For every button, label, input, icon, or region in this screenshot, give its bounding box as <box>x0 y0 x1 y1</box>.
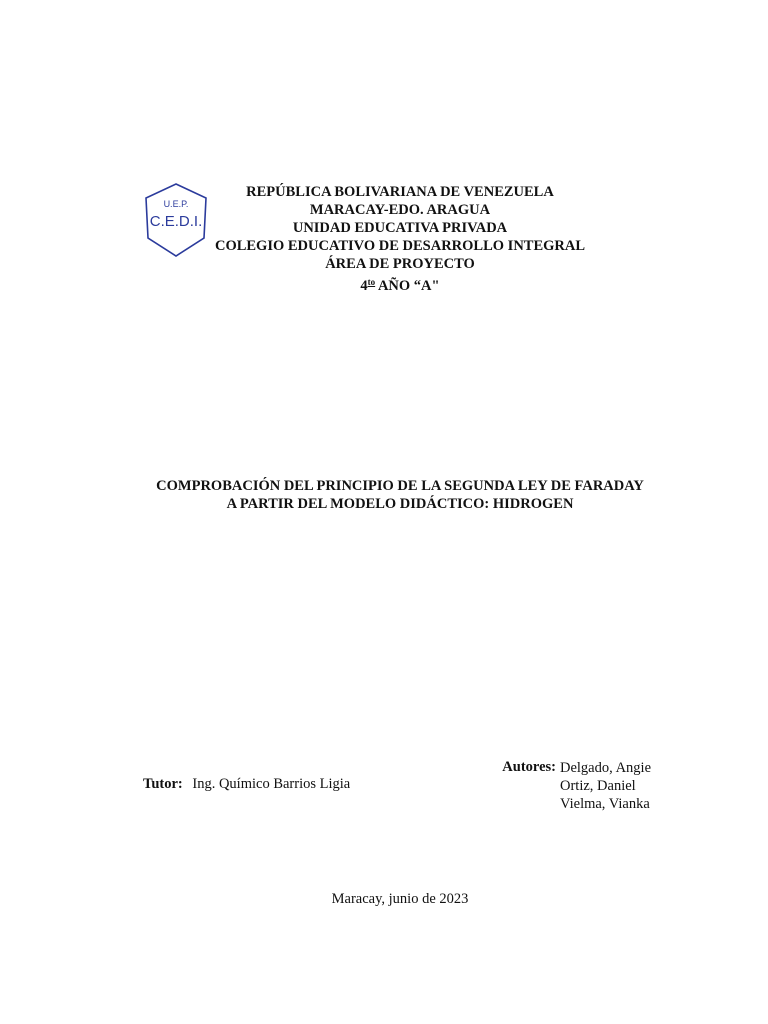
authors-label: Autores: <box>502 759 556 775</box>
grade-number: 4 <box>360 278 368 294</box>
logo-text-uep: U.E.P. <box>163 199 189 209</box>
header-line: COLEGIO EDUCATIVO DE DESARROLLO INTEGRAL <box>214 238 586 254</box>
tutor-label: Tutor: <box>143 776 183 792</box>
tutor-name: Ing. Químico Barrios Ligia <box>192 776 351 792</box>
tutor-line <box>143 776 350 793</box>
title-line-1: COMPROBACIÓN DEL PRINCIPIO DE LA SEGUNDA LEY DE FARADAY <box>156 478 644 494</box>
author-name: Vielma, Vianka <box>560 796 650 812</box>
header-line: REPÚBLICA BOLIVARIANA DE VENEZUELA <box>246 184 554 200</box>
document-title <box>130 477 670 513</box>
author-name: Delgado, Angie <box>560 760 652 776</box>
grade-line <box>180 273 620 295</box>
institution-header <box>180 183 620 295</box>
place-date: Maracay, junio de 2023 <box>331 891 469 907</box>
authors-list <box>560 759 651 813</box>
header-line: MARACAY-EDO. ARAGUA <box>309 202 491 218</box>
logo-text-cedi: C.E.D.I. <box>149 213 203 230</box>
grade-suffix: to <box>367 277 376 287</box>
grade-text: AÑO “A" <box>375 278 440 294</box>
header-line: UNIDAD EDUCATIVA PRIVADA <box>292 220 508 236</box>
header-line: ÁREA DE PROYECTO <box>325 256 475 272</box>
author-name: Ortiz, Daniel <box>560 778 636 794</box>
title-line-2: A PARTIR DEL MODELO DIDÁCTICO: HIDROGEN <box>226 496 574 512</box>
